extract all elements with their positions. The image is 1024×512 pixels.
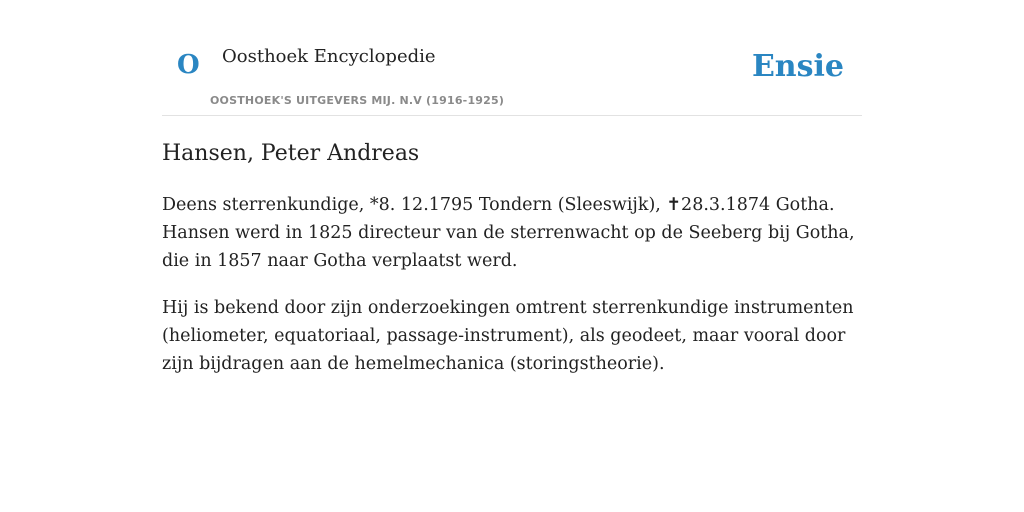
entry-title: Hansen, Peter Andreas <box>162 141 420 166</box>
source-logo[interactable]: O <box>177 50 200 80</box>
encyclopedia-title[interactable]: Oosthoek Encyclopedie <box>222 46 436 67</box>
header <box>162 40 862 116</box>
entry-paragraph-2: Hij is bekend door zijn onderzoekingen omtrent sterrenkundige instrumenten (heliometer, equatoriaal, passage-instrument), als geodeet, maar vooral door zijn bijdragen aan de hemelmechanica (storingstheorie). <box>162 298 854 374</box>
publisher-label: OOSTHOEK'S UITGEVERS MIJ. N.V (1916-1925) <box>210 94 505 107</box>
ensie-logo-link[interactable]: Ensie <box>751 49 844 84</box>
entry-paragraph-1: Deens sterrenkundige, *8. 12.1795 Tondern (Sleeswijk), ✝28.3.1874 Gotha. Hansen werd in 1825 directeur van de sterrenwacht op de Seeberg bij Gotha, die in 1857 naar Gotha verplaatst werd. <box>162 195 855 271</box>
entry-content <box>162 138 868 397</box>
